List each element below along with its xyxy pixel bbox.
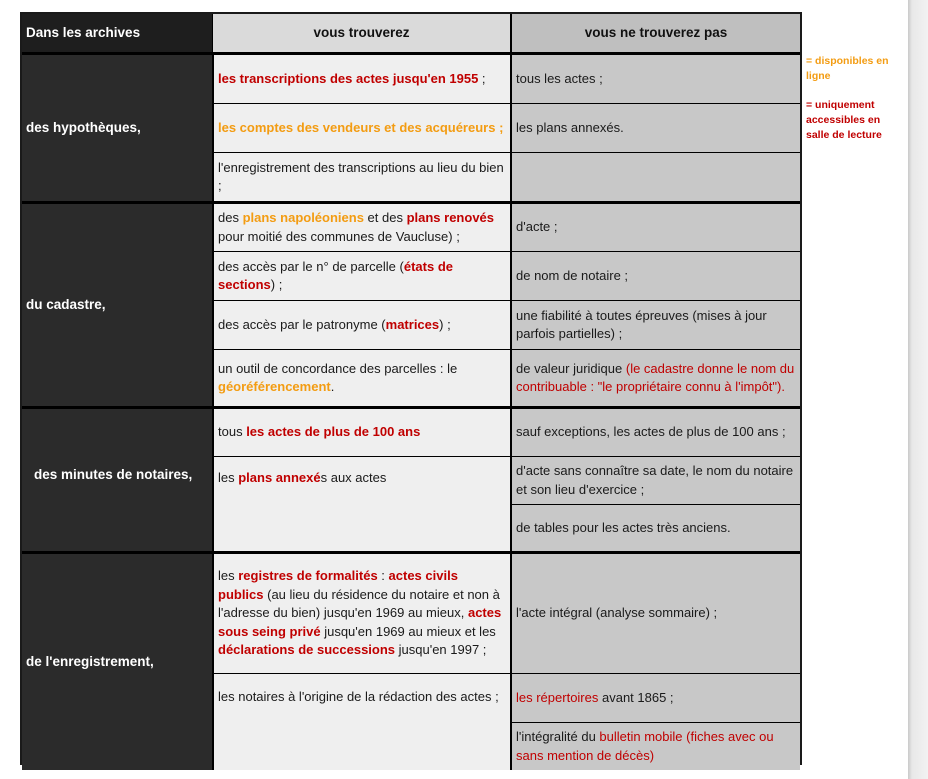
plain-text: ) ;	[270, 277, 283, 292]
plain-text: les	[218, 568, 239, 584]
reading-room-text: les actes de plus de 100 ans	[246, 424, 421, 440]
plain-text: l'intégralité du	[516, 729, 600, 744]
not-find-cell	[510, 350, 800, 409]
plain-text: un outil de concordance des parcelles : le	[218, 360, 458, 376]
plain-text: jusqu'en 1997 ;	[395, 642, 487, 658]
plain-text: des accès par le patronyme (	[218, 316, 386, 332]
table-row	[22, 409, 800, 457]
find-cell	[212, 55, 510, 104]
plain-text: .	[330, 379, 335, 394]
plain-text: des accès par le n° de parcelle (	[218, 258, 404, 274]
archive-label: des minutes de notaires,	[34, 466, 193, 482]
plain-text: ) ;	[439, 316, 451, 332]
find-cell	[212, 104, 510, 153]
not-find-cell: d'acte ;	[510, 204, 800, 252]
not-find-cell: sauf exceptions, les actes de plus de 100 ans ;	[510, 409, 800, 457]
not-find-cell	[510, 153, 800, 204]
reading-room-text: registres de formalités	[238, 568, 378, 584]
find-cell	[212, 252, 510, 301]
archive-hypotheques: des hypothèques,	[22, 55, 212, 204]
reading-room-text: les répertoires	[516, 689, 599, 705]
find-cell	[212, 409, 510, 457]
online-text: géoréférencement	[218, 379, 331, 394]
not-find-cell: de nom de notaire ;	[510, 252, 800, 301]
find-cell	[212, 457, 510, 554]
plain-text: de valeur juridique	[516, 360, 626, 376]
plain-text: des	[218, 210, 243, 225]
reading-room-text: actes sous seing privé	[218, 605, 502, 639]
reading-room-text: plans annexé	[238, 470, 321, 485]
table-row	[22, 204, 800, 252]
not-find-cell: une fiabilité à toutes épreuves (mises à jour parfois partielles) ;	[510, 301, 800, 350]
reading-room-text: actes civils publics	[218, 568, 458, 602]
table-row	[22, 554, 800, 674]
not-find-cell: l'acte intégral (analyse sommaire) ;	[510, 554, 800, 674]
reading-room-text: matrices	[385, 316, 440, 332]
legend-online: = disponibles en ligne	[806, 55, 889, 82]
plain-text: (au lieu du résidence du notaire et non à l'adresse du bien) jusqu'en 1969 au mieux,	[218, 586, 500, 621]
plain-text: jusqu'en 1969 au mieux et les	[320, 623, 496, 639]
reading-room-text: bulletin mobile	[599, 729, 683, 744]
archive-notaires	[22, 409, 212, 554]
find-cell	[212, 301, 510, 350]
reading-room-text: (le cadastre donne le nom du contribuable : "le propriétaire connu à l'impôt").	[516, 360, 795, 394]
not-find-cell	[510, 723, 800, 770]
plain-text: les	[218, 470, 239, 485]
reading-room-text: états de sections	[218, 258, 453, 292]
plain-text: :	[377, 568, 389, 584]
reading-room-text: les transcriptions des actes jusqu'en 1955	[218, 70, 479, 86]
plain-text: s aux actes	[320, 470, 387, 485]
reading-room-text: (fiches avec ou sans mention de décès)	[516, 729, 774, 763]
table-header-row	[22, 14, 800, 55]
plain-text: et des	[363, 210, 407, 225]
not-find-cell: tous les actes ;	[510, 55, 800, 104]
header-archives: Dans les archives	[22, 14, 212, 55]
plain-text: avant 1865 ;	[598, 689, 674, 705]
reading-room-text: plans renovés	[406, 210, 495, 225]
plain-text: tous	[218, 424, 247, 440]
table-row	[22, 55, 800, 104]
online-text: plans napoléoniens	[242, 210, 364, 225]
not-find-cell: de tables pour les actes très anciens.	[510, 505, 800, 554]
reading-room-text: déclarations de successions	[218, 642, 396, 658]
legend-reading-room: = uniquement accessibles en salle de lecture	[806, 99, 882, 141]
archive-cadastre: du cadastre,	[22, 204, 212, 409]
not-find-cell: les plans annexés.	[510, 104, 800, 153]
archives-table	[20, 12, 802, 765]
not-find-cell	[510, 674, 800, 723]
plain-text: ;	[478, 70, 486, 86]
archive-enregistrement: de l'enregistrement,	[22, 554, 212, 770]
find-cell	[212, 204, 510, 252]
not-find-cell: d'acte sans connaître sa date, le nom du notaire et son lieu d'exercice ;	[510, 457, 800, 505]
online-text: les comptes des vendeurs et des acquéreurs ;	[218, 119, 504, 135]
find-cell	[212, 554, 510, 674]
find-cell: les notaires à l'origine de la rédaction des actes ;	[212, 674, 510, 770]
header-not-find: vous ne trouverez pas	[510, 14, 800, 55]
plain-text: pour moitié des communes de Vaucluse) ;	[218, 228, 460, 244]
header-find: vous trouverez	[212, 14, 510, 55]
find-cell	[212, 350, 510, 409]
page-edge-shadow	[908, 0, 928, 779]
find-cell: l'enregistrement des transcriptions au lieu du bien ;	[212, 153, 510, 204]
